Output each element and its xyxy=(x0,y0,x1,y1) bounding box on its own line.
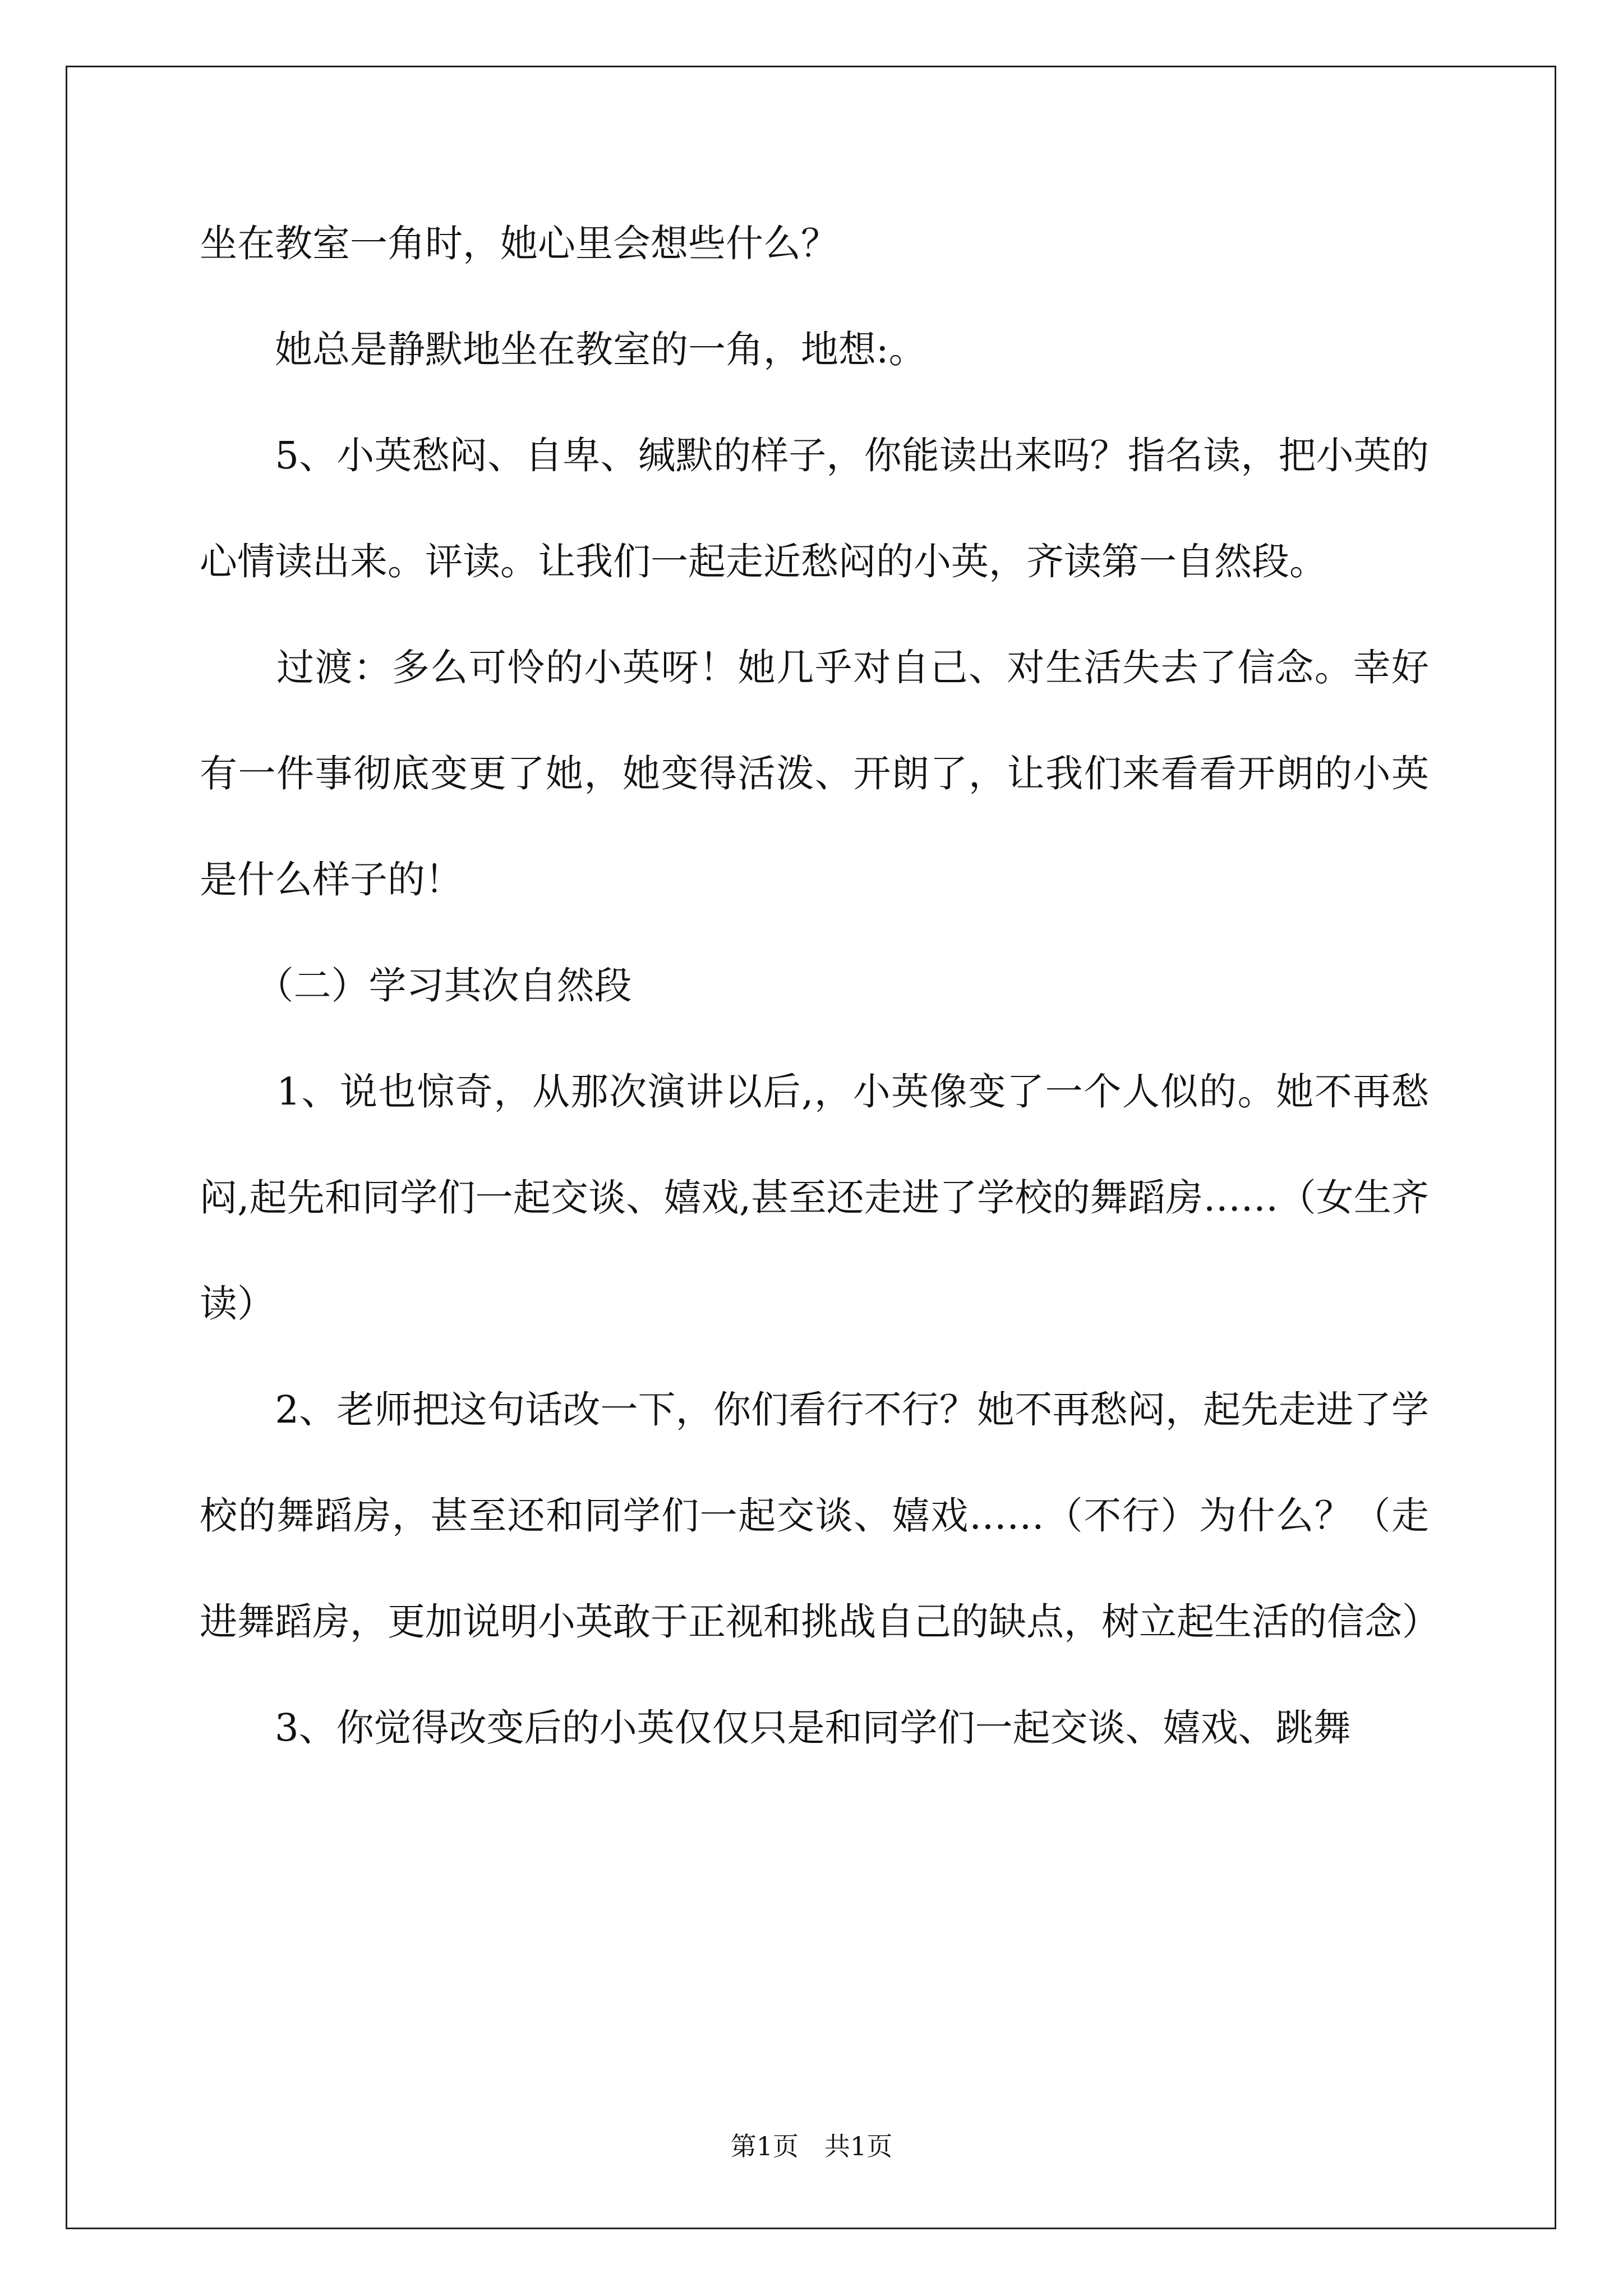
paragraph-7: 3、你觉得改变后的小英仅仅只是和同学们一起交谈、嬉戏、跳舞 xyxy=(200,1706,1351,1750)
paragraph-4: 过渡：多么可怜的小英呀！她几乎对自己、对生活失去了信念。幸好有一件事彻底变更了她，她变得活泼、开朗了，让我们来看看开朗的小英是什么样子的！ xyxy=(200,646,1429,901)
paragraph-5: 1、说也惊奇，从那次演讲以后,，小英像变了一个人似的。她不再愁闷,起先和同学们一起交谈、嬉戏,甚至还走进了学校的舞蹈房……（女生齐读） xyxy=(200,1070,1429,1326)
paragraph-2: 她总是静默地坐在教室的一角，地想:。 xyxy=(200,328,926,371)
section-heading: （二）学习其次自然段 xyxy=(200,964,632,1007)
paragraph-6: 2、老师把这句话改一下，你们看行不行？她不再愁闷，起先走进了学校的舞蹈房，甚至还和同学们一起交谈、嬉戏……（不行）为什么？（走进舞蹈房，更加说明小英敢于正视和挑战自己的缺点，树立起生活的信念） xyxy=(200,1388,1440,1644)
page-footer: 第1页 共1页 xyxy=(730,2131,893,2161)
document-body xyxy=(200,191,1440,1781)
paragraph-3: 5、小英愁闷、自卑、缄默的样子，你能读出来吗？指名读，把小英的心情读出来。评读。让我们一起走近愁闷的小英，齐读第一自然段。 xyxy=(200,434,1429,583)
paragraph-1: 坐在教室一角时，她心里会想些什么？ xyxy=(200,222,838,265)
